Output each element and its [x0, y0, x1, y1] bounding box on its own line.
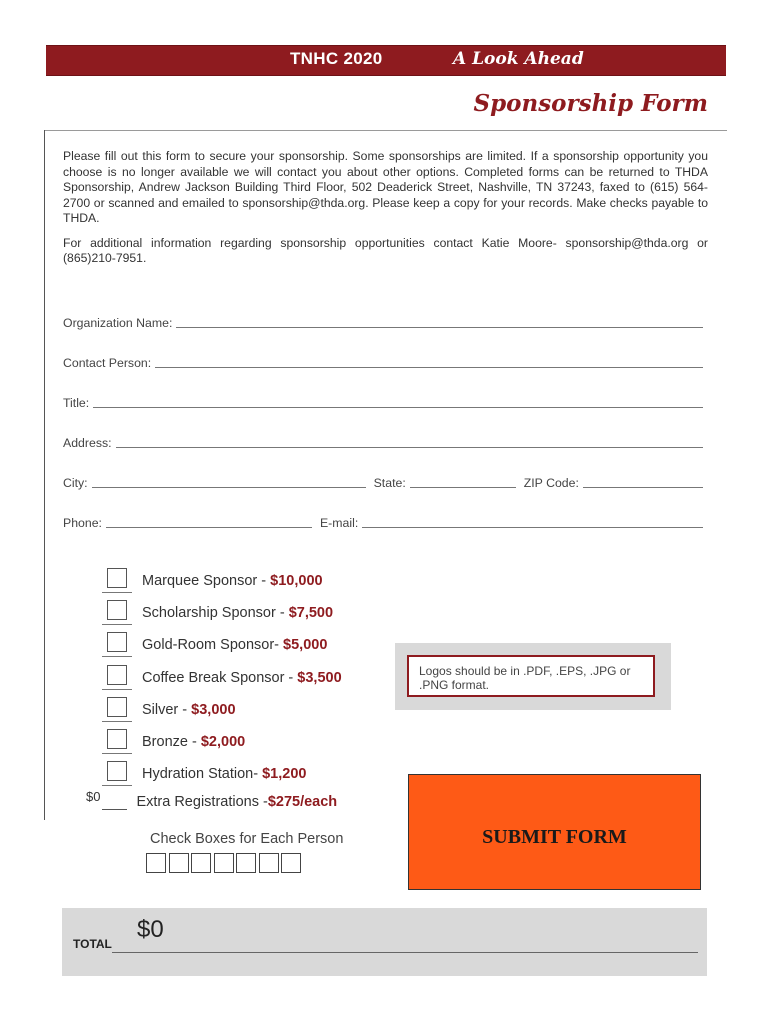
contact-label: Contact Person: — [63, 356, 152, 370]
option-scholarship — [102, 600, 333, 626]
option-bronze — [102, 729, 245, 755]
banner-subtitle: A Look Ahead — [453, 49, 584, 69]
extra-count-field[interactable] — [102, 797, 127, 810]
intro-paragraph: Please fill out this form to secure your sponsorship. Some sponsorships are limited. If a sponsorship opportunity you choose is no longer available we will contact you about other options. Completed forms can be returned to THDA Sponsorship, Andrew Jackson Building Third Floor, 502 Deaderick Street, Nashville, TN 37243, faxed to (615) 564-2700 or scanned and emailed to sponsorship@thda.org. Please keep a copy for your records. Make checks payable to THDA. — [63, 149, 708, 225]
total-underline — [112, 952, 698, 953]
option-hydration — [102, 761, 306, 787]
option-label: Bronze - $2,000 — [142, 734, 246, 750]
form-title: Sponsorship Form — [473, 90, 708, 117]
option-price: $3,500 — [297, 670, 342, 686]
total-value[interactable]: $0 — [137, 916, 164, 943]
email-field[interactable] — [362, 515, 703, 528]
extra-price: $275/each — [267, 794, 338, 810]
person-checkbox[interactable] — [259, 853, 279, 873]
option-label: Marquee Sponsor - $10,000 — [142, 573, 323, 589]
header-banner — [46, 45, 726, 76]
divider — [44, 130, 727, 131]
person-checkboxes — [146, 853, 304, 873]
intro-text — [63, 149, 708, 276]
logo-format-note: Logos should be in .PDF, .EPS, .JPG or .PNG format. — [407, 655, 655, 697]
banner-title: TNHC 2020 — [290, 49, 383, 68]
hydration-checkbox[interactable] — [107, 761, 127, 781]
option-price: $5,000 — [283, 637, 328, 653]
option-label: Coffee Break Sponsor - $3,500 — [142, 670, 342, 686]
organization-field[interactable] — [176, 315, 703, 328]
option-label: Scholarship Sponsor - $7,500 — [142, 605, 334, 621]
state-label: State: — [373, 476, 406, 490]
logo-panel — [395, 643, 671, 710]
option-label: Hydration Station- $1,200 — [142, 766, 307, 782]
extra-registrations — [86, 789, 338, 810]
person-checkbox[interactable] — [281, 853, 301, 873]
phone-field[interactable] — [106, 515, 312, 528]
city-state-zip-row — [63, 472, 703, 490]
option-price: $2,000 — [200, 734, 246, 750]
check-caption: Check Boxes for Each Person — [150, 831, 344, 847]
marquee-checkbox[interactable] — [107, 568, 127, 588]
divider — [44, 130, 45, 820]
address-row — [63, 432, 703, 450]
city-field[interactable] — [92, 475, 366, 488]
title-label: Title: — [63, 396, 90, 410]
total-panel — [62, 908, 707, 976]
option-price: $1,200 — [262, 766, 307, 782]
title-row — [63, 392, 703, 410]
address-field[interactable] — [116, 435, 703, 448]
email-label: E-mail: — [319, 516, 359, 530]
option-label: Silver - $3,000 — [142, 702, 236, 718]
option-silver — [102, 697, 236, 723]
bronze-checkbox[interactable] — [107, 729, 127, 749]
zip-field[interactable] — [583, 475, 703, 488]
coffee-break-checkbox[interactable] — [107, 665, 127, 685]
contact-row — [63, 352, 703, 370]
intro-paragraph: For additional information regarding sponsorship opportunities contact Katie Moore- sponsorship@thda.org or (865)210-7951. — [63, 235, 708, 265]
scholarship-checkbox[interactable] — [107, 600, 127, 620]
title-field[interactable] — [93, 395, 703, 408]
option-price: $3,000 — [191, 702, 236, 718]
zip-label: ZIP Code: — [523, 476, 579, 490]
extra-amount: $0 — [86, 789, 101, 804]
person-checkbox[interactable] — [236, 853, 256, 873]
extra-label: Extra Registrations - — [136, 794, 268, 810]
person-checkbox[interactable] — [169, 853, 189, 873]
organization-label: Organization Name: — [63, 316, 173, 330]
contact-field[interactable] — [155, 355, 703, 368]
option-marquee — [102, 568, 323, 594]
option-price: $10,000 — [270, 573, 323, 589]
silver-checkbox[interactable] — [107, 697, 127, 717]
person-checkbox[interactable] — [214, 853, 234, 873]
phone-email-row — [63, 512, 703, 530]
person-checkbox[interactable] — [146, 853, 166, 873]
submit-button[interactable]: SUBMIT FORM — [408, 774, 701, 890]
option-label: Gold-Room Sponsor- $5,000 — [142, 637, 328, 653]
city-label: City: — [63, 476, 88, 490]
total-label: TOTAL — [73, 937, 112, 951]
option-price: $7,500 — [288, 605, 334, 621]
organization-row — [63, 312, 703, 330]
option-gold-room — [102, 632, 327, 658]
option-coffee-break — [102, 665, 342, 691]
address-label: Address: — [63, 436, 112, 450]
gold-room-checkbox[interactable] — [107, 632, 127, 652]
phone-label: Phone: — [63, 516, 102, 530]
person-checkbox[interactable] — [191, 853, 211, 873]
state-field[interactable] — [410, 475, 516, 488]
